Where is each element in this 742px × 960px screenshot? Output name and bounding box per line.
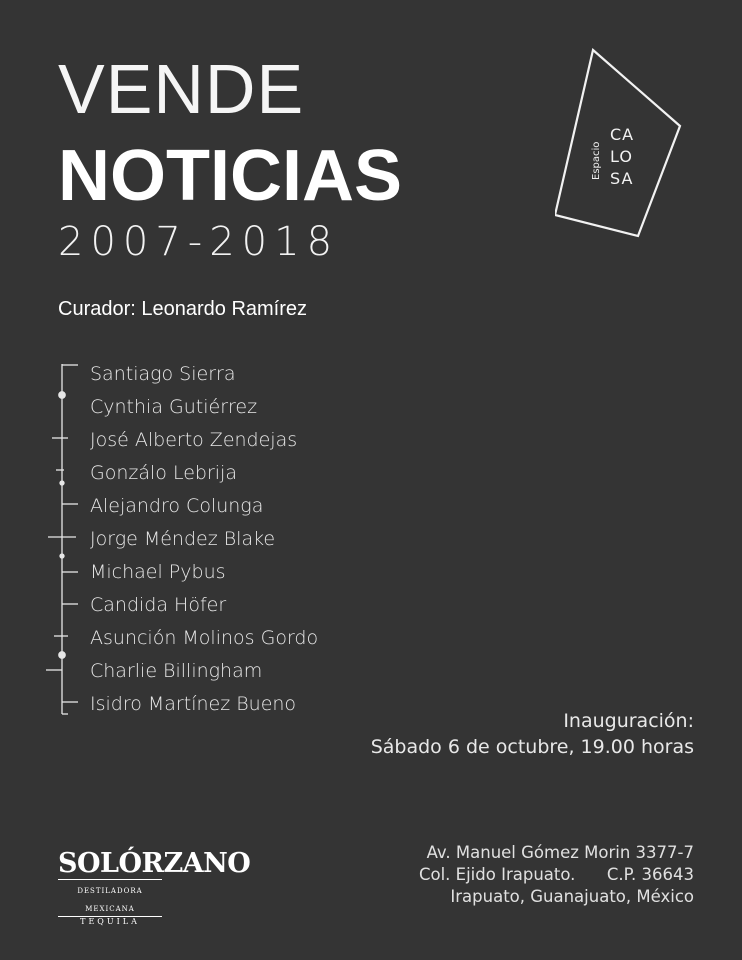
artist-name: Jorge Méndez Blake (90, 528, 276, 550)
sponsor-sub2: TEQUILA (80, 917, 140, 926)
venue-logo-line: SA (610, 169, 634, 188)
sponsor-name: SOLÓRZANO (58, 848, 251, 879)
inauguration-info (371, 708, 694, 760)
title-line-2: NOTICIAS (58, 136, 403, 216)
timeline-dot (60, 481, 64, 485)
artist-name: Candida Höfer (90, 594, 227, 616)
sponsor-logo (58, 850, 250, 926)
artist-name: Michael Pybus (90, 561, 226, 583)
venue-address (419, 842, 694, 908)
timeline-graphic (40, 360, 80, 722)
venue-logo-line: LO (610, 147, 633, 166)
exhibition-years: 2007-2018 (58, 219, 340, 265)
artist-name: Santiago Sierra (90, 363, 236, 385)
address-line: Col. Ejido Irapuato. C.P. 36643 (418, 865, 694, 884)
timeline-dot (59, 392, 65, 398)
inauguration-date: Sábado 6 de octubre, 19.00 horas (370, 736, 694, 758)
venue-logo (555, 48, 685, 243)
artist-name: Gonzálo Lebrija (90, 462, 237, 484)
artist-name: Charlie Billingham (90, 660, 263, 682)
address-line: Irapuato, Guanajuato, México (450, 887, 694, 906)
timeline-dot (60, 554, 64, 558)
artist-name: Cynthia Gutiérrez (90, 396, 258, 418)
artist-name: Isidro Martínez Bueno (90, 693, 297, 715)
sponsor-band (58, 879, 162, 917)
venue-logo-line: CA (610, 125, 635, 144)
inauguration-label: Inauguración: (563, 710, 694, 732)
curator-credit: Curador: Leonardo Ramírez (58, 298, 308, 320)
timeline-dot (59, 652, 65, 658)
artist-name: José Alberto Zendejas (90, 429, 298, 451)
title-line-1: VENDE (58, 50, 305, 128)
artist-name: Asunción Molinos Gordo (90, 627, 319, 649)
sponsor-sub: DESTILADORA MEXICANA (77, 887, 143, 913)
artist-name: Alejandro Colunga (90, 495, 264, 517)
venue-logo-small: Espacio (591, 141, 602, 180)
address-line: Av. Manuel Gómez Morin 3377-7 (426, 843, 694, 862)
